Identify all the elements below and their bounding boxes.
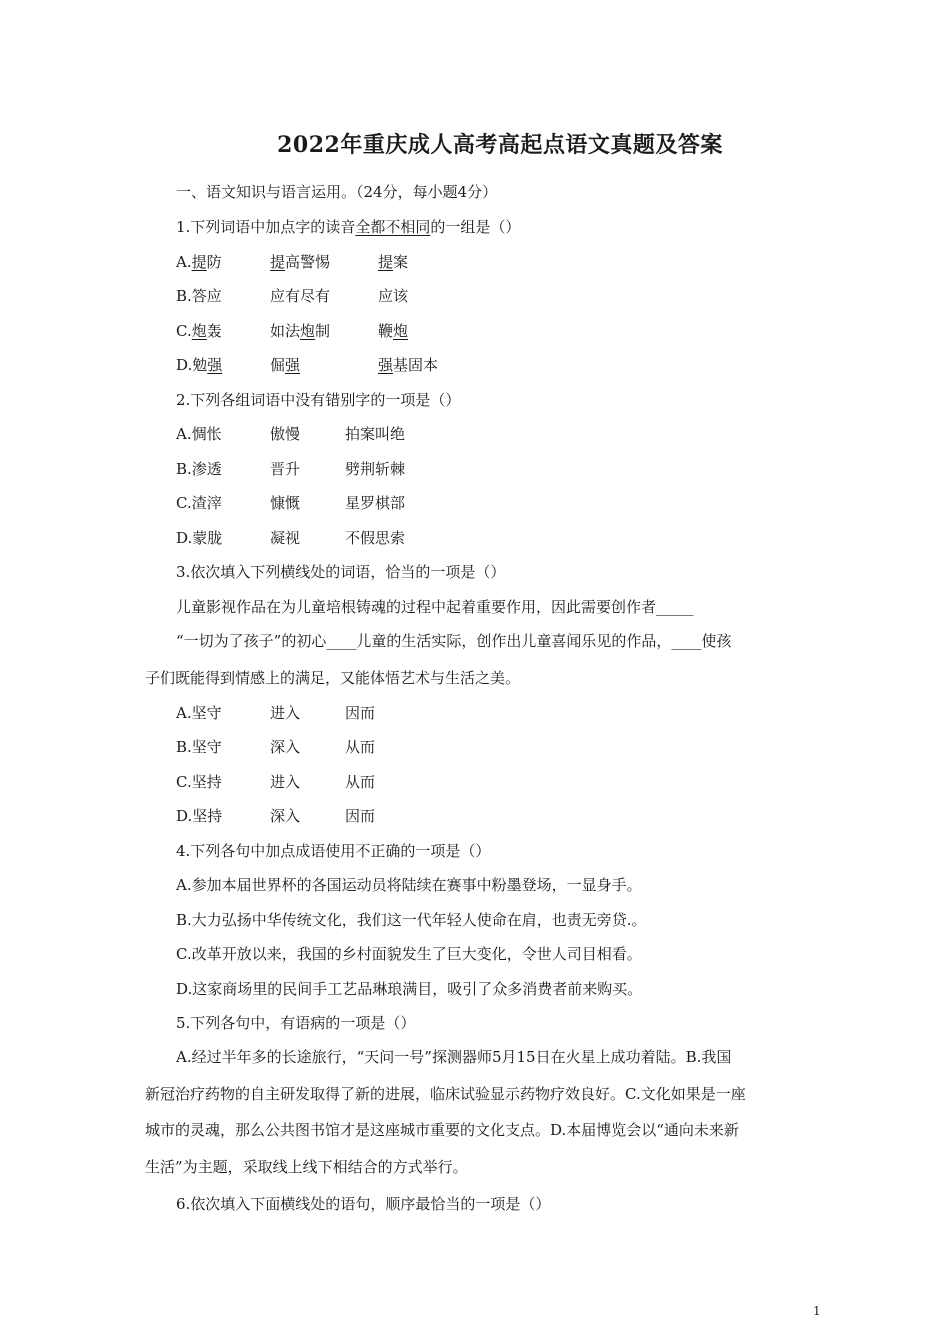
q1-option-d-word3: 强基固本 xyxy=(378,356,439,374)
q5-text-line-3: 城市的灵魂，那么公共图书馆才是这座城市重要的文化支点。D.本届博览会以“通向未来新 xyxy=(145,1121,739,1139)
q5-text-line-2: 新冠治疗药物的自主研发取得了新的进展，临床试验显示药物疗效良好。C.文化如果是一座 xyxy=(145,1085,746,1103)
q1-option-a-word3: 提案 xyxy=(378,253,409,271)
q3-option-a-word2: 进入 xyxy=(270,704,301,722)
question-2-stem: 2.下列各组词语中没有错别字的一项是（） xyxy=(176,391,461,409)
q4-option-c: C.改革开放以来，我国的乡村面貌发生了巨大变化，令世人司目相看。 xyxy=(176,945,642,963)
q2-option-a-word3: 拍案叫绝 xyxy=(345,425,406,443)
q3-option-b: B.坚守 xyxy=(176,738,222,756)
q1-option-a-word2: 提高警惕 xyxy=(270,253,331,271)
q2-option-d: D.蒙胧 xyxy=(176,529,223,547)
question-1-stem: 1.下列词语中加点字的读音全都不相同的一组是（） xyxy=(176,218,521,236)
question-5-stem: 5.下列各句中，有语病的一项是（） xyxy=(176,1014,416,1032)
q3-option-a: A.坚守 xyxy=(176,704,222,722)
q2-option-b: B.渗透 xyxy=(176,460,222,478)
q3-option-c-word3: 从而 xyxy=(345,773,376,791)
q2-option-d-word2: 凝视 xyxy=(270,529,301,547)
q3-option-b-word2: 深入 xyxy=(270,738,301,756)
q1-option-c-word2: 如法炮制 xyxy=(270,322,331,340)
q3-option-b-word3: 从而 xyxy=(345,738,376,756)
q4-option-d: D.这家商场里的民间手工艺品琳琅满目，吸引了众多消费者前来购买。 xyxy=(176,980,643,998)
q4-option-a: A.参加本届世界杯的各国运动员将陆续在赛事中粉墨登场，一显身手。 xyxy=(176,876,642,894)
q1-option-c: C.炮轰 xyxy=(176,322,222,340)
question-3-stem: 3.依次填入下列横线处的词语，恰当的一项是（） xyxy=(176,563,506,581)
q1-option-d: D.勉强 xyxy=(176,356,223,374)
q2-option-b-word3: 劈荆斩棘 xyxy=(345,460,406,478)
q2-option-d-word3: 不假思索 xyxy=(345,529,406,547)
section-heading: 一、语文知识与语言运用。（24分，每小题4分） xyxy=(176,183,498,201)
page-title: 2022年重庆成人高考高起点语文真题及答案 xyxy=(277,132,723,158)
q3-option-c: C.坚持 xyxy=(176,773,222,791)
q1-option-a: A.提防 xyxy=(176,253,222,271)
underlined-phrase: 全都不相同 xyxy=(355,218,431,236)
q2-option-b-word2: 晋升 xyxy=(270,460,301,478)
q3-passage-line-3: 子们既能得到情感上的满足，又能体悟艺术与生活之美。 xyxy=(145,669,521,687)
q2-option-a: A.惆怅 xyxy=(176,425,222,443)
q1-option-b: B.答应 xyxy=(176,287,222,305)
q3-passage-line-1: 儿童影视作品在为儿童培根铸魂的过程中起着重要作用，因此需要创作者_____ xyxy=(176,598,694,616)
q5-text-line-1: A.经过半年多的长途旅行，“天问一号”探测器师5月15日在火星上成功着陆。B.我国 xyxy=(176,1048,732,1066)
q3-option-d: D.坚持 xyxy=(176,807,223,825)
q2-option-a-word2: 傲慢 xyxy=(270,425,301,443)
question-4-stem: 4.下列各句中加点成语使用不正确的一项是（） xyxy=(176,842,491,860)
q1-option-b-word3: 应该 xyxy=(378,287,409,305)
q4-option-b: B.大力弘扬中华传统文化，我们这一代年轻人使命在肩，也责无旁贷.。 xyxy=(176,911,647,929)
q1-option-d-word2: 倔强 xyxy=(270,356,301,374)
q2-option-c-word2: 慷慨 xyxy=(270,494,301,512)
q3-option-d-word3: 因而 xyxy=(345,807,376,825)
q3-option-d-word2: 深入 xyxy=(270,807,301,825)
question-6-stem: 6.依次填入下面横线处的语句，顺序最恰当的一项是（） xyxy=(176,1195,551,1213)
q2-option-c: C.渣滓 xyxy=(176,494,222,512)
q5-text-line-4: 生活”为主题，采取线上线下相结合的方式举行。 xyxy=(145,1158,468,1176)
q3-passage-line-2: “一切为了孩子”的初心____儿童的生活实际，创作出儿童喜闻乐见的作品，____使孩 xyxy=(176,632,732,650)
page-number: 1 xyxy=(813,1304,821,1318)
q3-option-c-word2: 进入 xyxy=(270,773,301,791)
q3-option-a-word3: 因而 xyxy=(345,704,376,722)
q1-option-c-word3: 鞭炮 xyxy=(378,322,409,340)
q2-option-c-word3: 星罗棋部 xyxy=(345,494,406,512)
q1-option-b-word2: 应有尽有 xyxy=(270,287,331,305)
